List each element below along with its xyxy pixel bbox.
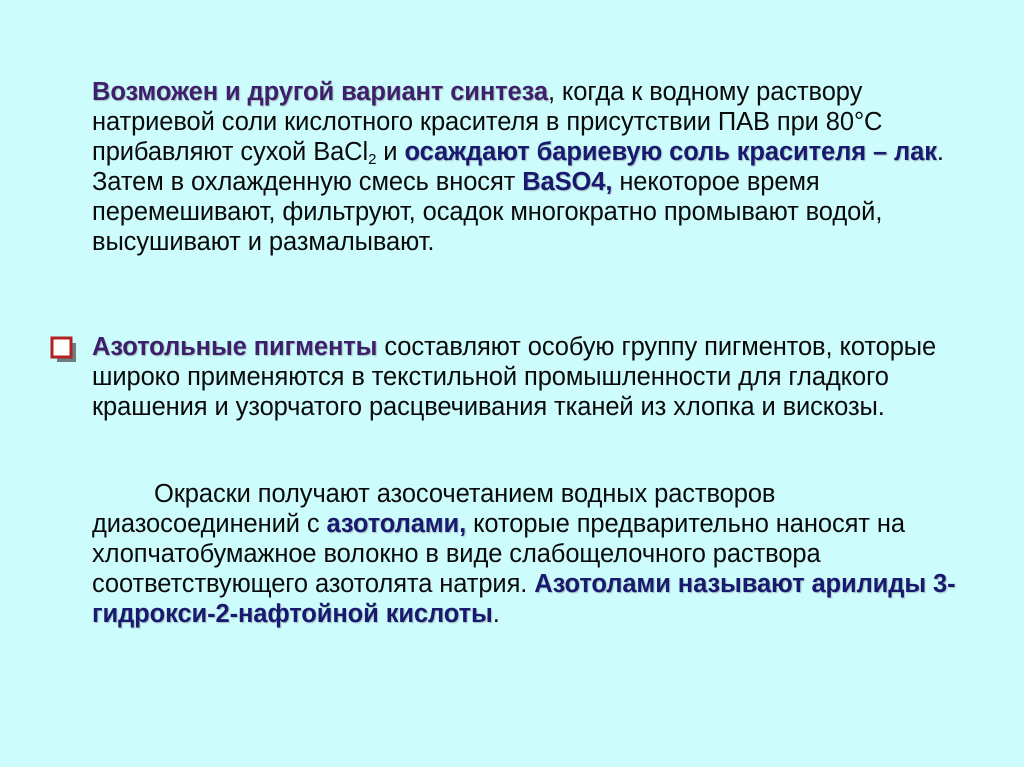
highlight-synthesis-variant: Возможен и другой вариант синтеза — [92, 78, 548, 106]
text-segment: некоторое время перемешивают, фильтруют, осадок многократно промывают водой, высушивают и размалывают. — [92, 168, 883, 256]
text-segment: которые предварительно наносят на хлопчатобумажное волокно в виде слабощелочного раствора соответствующего азотолята натрия. — [92, 510, 905, 598]
text-segment: . — [492, 600, 500, 628]
highlight-azotol-definition: Азотолами называют арилиды 3-гидрокси-2-нафтойной кислоты — [92, 570, 956, 628]
paragraph-azotol-dyeing — [92, 479, 972, 629]
text-segment: . Затем в охлажденную смесь вносят — [92, 138, 944, 196]
highlight-azotol-pigments: Азотольные пигменты — [92, 333, 378, 361]
text-segment: , когда к водному раствору натриевой соли кислотного красителя в присутствии ПАВ при 80°С прибавляют сухой BaCl — [92, 78, 883, 166]
checkbox-bullet-icon — [50, 336, 78, 364]
text-segment: и — [376, 138, 405, 166]
highlight-azotols: азотолами, — [326, 510, 467, 538]
highlight-baso4: BaSO4, — [522, 168, 613, 196]
subscript-2: 2 — [368, 151, 377, 168]
text-segment: составляют особую группу пигментов, которые широко применяются в текстильной промышленности для гладкого крашения и узорчатого расцвечивания тканей из хлопка и вискозы. — [92, 333, 937, 421]
highlight-precipitate-lake: осаждают бариевую соль красителя – лак — [404, 138, 937, 166]
bullet-item-azotol-pigments — [92, 332, 972, 422]
text-segment: Окраски получают азосочетанием водных растворов диазосоединений с — [92, 480, 776, 538]
paragraph-lake-synthesis — [92, 77, 972, 257]
